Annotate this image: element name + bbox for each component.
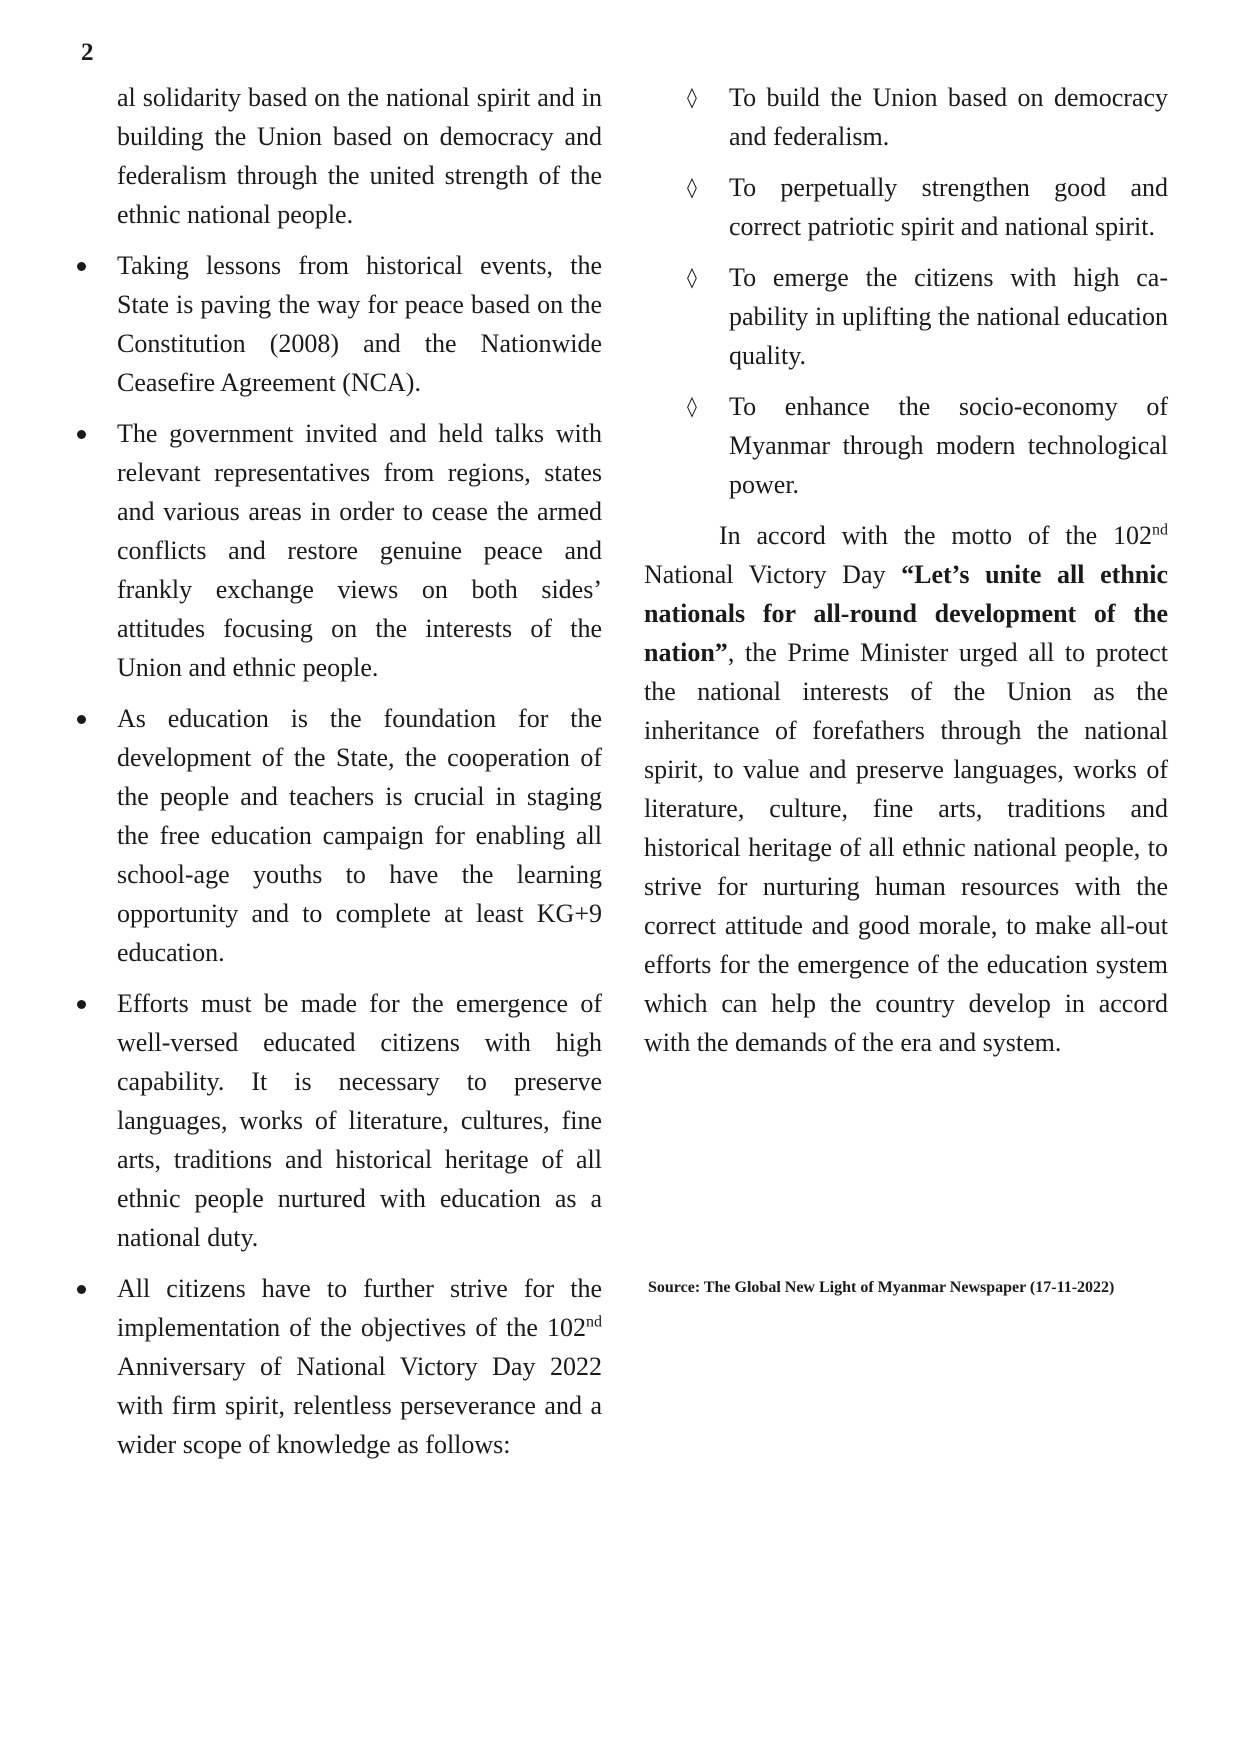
bullet-text-end: Anniversary of National Victory Day 2022 with firm spirit, relentless perseverance and a wider scope of knowledge as follows:: [117, 1352, 602, 1459]
diamond-bullet-icon: ◊: [687, 265, 697, 289]
bullet-item: [117, 699, 602, 972]
left-column: [117, 78, 602, 1476]
bullet-text-start: All citizens have to further strive for the implementation of the objectives of the 102: [117, 1274, 602, 1342]
diamond-bullet-icon: ◊: [687, 175, 697, 199]
motto-text: “Let’s unite all ethnic nationals for all-round development of the nation”: [644, 560, 1168, 667]
bullet-item: [117, 1269, 602, 1464]
closing-text-start: In accord with the motto of the 102: [719, 521, 1152, 550]
objective-text: To emerge the citizens with high capability in uplifting the national education quality.: [729, 263, 1168, 370]
right-column: [644, 78, 1168, 1062]
bullet-text: As education is the foundation for the development of the State, the cooperation of the people and teachers is crucial in staging the free education campaign for enabling all school-age youths to have the learning opportunity and to complete at least KG+9 education.: [117, 704, 602, 967]
closing-text-end: , the Prime Minister urged all to protect the national interests of the Union as the inheritance of forefathers through the national spirit, to value and preserve languages, works of literature, culture, fine arts, traditions and historical heritage of all ethnic national people, to strive for nurturing human resources with the correct attitude and good morale, to make all-out efforts for the emergence of the education system which can help the country develop in accord with the demands of the era and system.: [644, 638, 1168, 1057]
objective-item: [687, 258, 1168, 375]
diamond-bullet-icon: ◊: [687, 394, 697, 418]
bullet-dot-icon: [77, 262, 86, 271]
ordinal-suffix: nd: [586, 1313, 602, 1331]
bullet-dot-icon: [77, 1285, 86, 1294]
objective-text: To enhance the socio-economy of Myanmar through modern technological power.: [729, 392, 1168, 499]
objective-item: [687, 78, 1168, 156]
bullet-list: [117, 246, 602, 1464]
bullet-dot-icon: [77, 1000, 86, 1009]
bullet-item: [117, 246, 602, 402]
bullet-text: The government invited and held talks with relevant representatives from regions, states and various areas in order to cease the armed conflicts and restore genuine peace and frankly exchange views on both sides’ attitudes focusing on the interests of the Union and ethnic people.: [117, 419, 602, 682]
bullet-dot-icon: [77, 715, 86, 724]
bullet-text: Taking lessons from historical events, the State is paving the way for peace based on the Constitution (2008) and the Nationwide Ceasefire Agreement (NCA).: [117, 251, 602, 397]
objective-item: [687, 168, 1168, 246]
objective-text: To build the Union based on democracy and federalism.: [729, 83, 1168, 151]
bullet-item: [117, 984, 602, 1257]
bullet-item: [117, 414, 602, 687]
ordinal-suffix: nd: [1152, 521, 1168, 539]
page-number: 2: [81, 39, 94, 66]
objective-item: [687, 387, 1168, 504]
bullet-text: Efforts must be made for the emergence of well-versed educated citizens with high capability. It is necessary to preserve languages, works of literature, cultures, fine arts, traditions and historical heritage of all ethnic people nurtured with education as a national duty.: [117, 989, 602, 1252]
objectives-list: [687, 78, 1168, 504]
continued-paragraph: al solidarity based on the national spirit and in building the Union based on democracy and federalism through the united strength of the ethnic national people.: [117, 83, 602, 229]
diamond-bullet-icon: ◊: [687, 85, 697, 109]
closing-paragraph: [644, 516, 1168, 1062]
objective-text: To perpetually strengthen good and correct patriotic spirit and national spirit.: [729, 173, 1168, 241]
source-citation: Source: The Global New Light of Myanmar Newspaper (17-11-2022): [648, 1279, 1115, 1296]
closing-text-mid: National Victory Day: [644, 560, 902, 589]
bullet-dot-icon: [77, 430, 86, 439]
